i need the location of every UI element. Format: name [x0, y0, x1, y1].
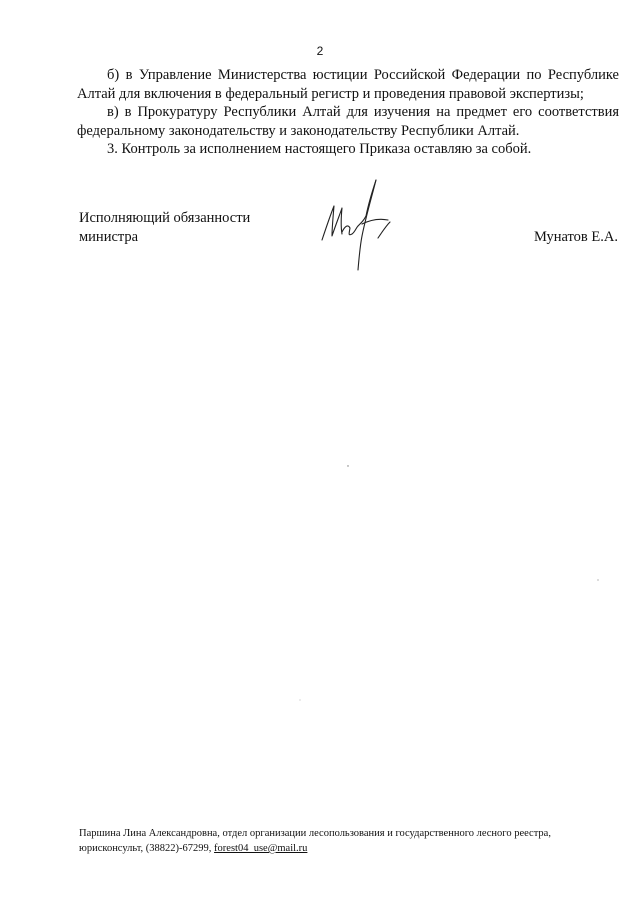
footer-line2-text: юрисконсульт, (38822)-67299, — [79, 843, 215, 854]
paragraph-v: в) в Прокуратуру Республики Алтай для изучения на предмет его соответствия федеральному законодательству и законодательству Республики Алтай. — [77, 104, 619, 139]
signatory-title-line1: Исполняющий обязанности — [79, 210, 251, 226]
footer-email-link[interactable]: forest04_use@mail.ru — [214, 843, 308, 854]
paragraph-b: б) в Управление Министерства юстиции Российской Федерации по Республике Алтай для включения в федеральный регистр и проведения правовой экспертизы; — [77, 67, 619, 102]
signatory-title — [79, 209, 250, 247]
signatory-title-line2: министра — [79, 229, 139, 245]
signatory-name: Мунатов Е.А. — [533, 229, 618, 245]
page-number: 2 — [316, 44, 324, 58]
document-body — [77, 66, 619, 159]
paragraph-3: 3. Контроль за исполнением настоящего Приказа оставляю за собой. — [107, 141, 532, 157]
handwritten-signature-icon — [318, 176, 398, 272]
footer-contact — [79, 826, 551, 856]
footer-line2 — [79, 841, 551, 856]
footer-line1: Паршина Лина Александровна, отдел организации лесопользования и государственного лесного реестра, — [79, 828, 551, 839]
